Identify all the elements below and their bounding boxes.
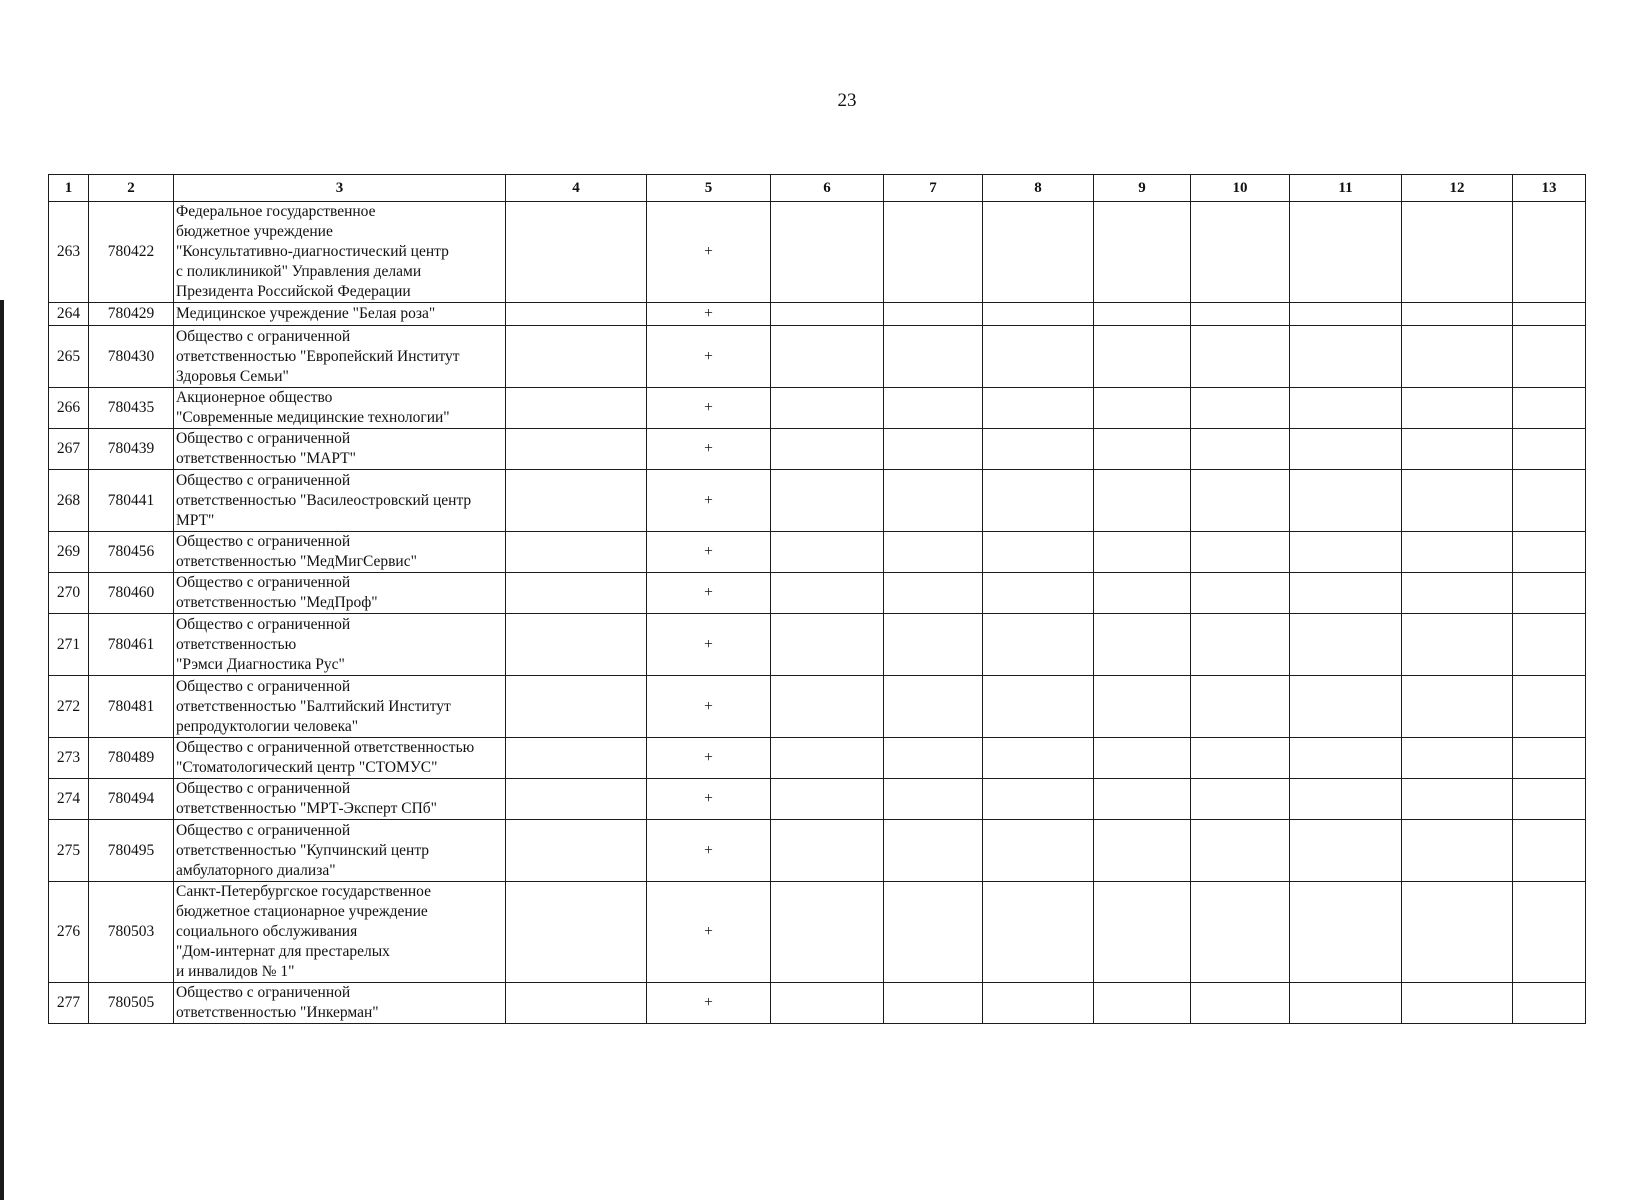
column-header: 3 bbox=[174, 175, 506, 202]
organization-name-line: Федеральное государственное bbox=[176, 203, 376, 220]
registry-code-cell: 780495 bbox=[89, 820, 174, 882]
organization-name-line: Общество с ограниченной bbox=[176, 533, 351, 550]
plus-mark-cell: + bbox=[647, 882, 771, 983]
empty-cell bbox=[1191, 738, 1290, 779]
empty-cell bbox=[506, 303, 647, 326]
plus-mark-cell: + bbox=[647, 470, 771, 532]
empty-cell bbox=[884, 614, 983, 676]
empty-cell bbox=[1513, 303, 1586, 326]
row-number-cell: 275 bbox=[49, 820, 89, 882]
table-row bbox=[49, 470, 1586, 532]
column-header: 9 bbox=[1094, 175, 1191, 202]
column-header: 13 bbox=[1513, 175, 1586, 202]
organization-name-line: ответственностью "МедПроф" bbox=[176, 594, 378, 611]
column-header: 11 bbox=[1290, 175, 1402, 202]
empty-cell bbox=[771, 779, 884, 820]
empty-cell bbox=[1513, 388, 1586, 429]
empty-cell bbox=[1402, 202, 1513, 303]
table-row bbox=[49, 779, 1586, 820]
empty-cell bbox=[506, 388, 647, 429]
row-number-cell: 274 bbox=[49, 779, 89, 820]
organization-name-line: Общество с ограниченной bbox=[176, 780, 351, 797]
empty-cell bbox=[1513, 202, 1586, 303]
organization-name-line: Общество с ограниченной bbox=[176, 430, 351, 447]
empty-cell bbox=[983, 779, 1094, 820]
empty-cell bbox=[771, 614, 884, 676]
empty-cell bbox=[1290, 614, 1402, 676]
empty-cell bbox=[506, 614, 647, 676]
empty-cell bbox=[884, 882, 983, 983]
plus-mark-cell: + bbox=[647, 303, 771, 326]
empty-cell bbox=[1402, 676, 1513, 738]
organization-name-cell bbox=[174, 470, 506, 532]
empty-cell bbox=[1094, 429, 1191, 470]
row-number-cell: 264 bbox=[49, 303, 89, 326]
organization-name-cell bbox=[174, 614, 506, 676]
organization-name-line: с поликлиникой" Управления делами bbox=[176, 263, 422, 280]
empty-cell bbox=[884, 573, 983, 614]
empty-cell bbox=[1191, 429, 1290, 470]
organization-name-line: Общество с ограниченной bbox=[176, 984, 351, 1001]
plus-mark-cell: + bbox=[647, 326, 771, 388]
plus-mark-cell: + bbox=[647, 738, 771, 779]
empty-cell bbox=[506, 326, 647, 388]
organization-name-line: бюджетное стационарное учреждение bbox=[176, 903, 428, 920]
empty-cell bbox=[983, 470, 1094, 532]
empty-cell bbox=[1191, 326, 1290, 388]
column-header: 6 bbox=[771, 175, 884, 202]
organization-name-line: ответственностью "МРТ-Эксперт СПб" bbox=[176, 800, 437, 817]
table-row bbox=[49, 326, 1586, 388]
empty-cell bbox=[1402, 303, 1513, 326]
empty-cell bbox=[1513, 470, 1586, 532]
empty-cell bbox=[771, 429, 884, 470]
organization-name-line: Общество с ограниченной bbox=[176, 821, 351, 839]
table-row bbox=[49, 303, 1586, 326]
empty-cell bbox=[983, 303, 1094, 326]
registry-code-cell: 780503 bbox=[89, 882, 174, 983]
empty-cell bbox=[1290, 202, 1402, 303]
row-number-cell: 271 bbox=[49, 614, 89, 676]
empty-cell bbox=[1513, 820, 1586, 882]
empty-cell bbox=[1094, 983, 1191, 1024]
organization-name-line: бюджетное учреждение bbox=[176, 223, 333, 240]
column-header: 10 bbox=[1191, 175, 1290, 202]
empty-cell bbox=[1094, 738, 1191, 779]
empty-cell bbox=[771, 202, 884, 303]
organization-name-cell bbox=[174, 429, 506, 470]
plus-mark-cell: + bbox=[647, 983, 771, 1024]
empty-cell bbox=[1290, 676, 1402, 738]
row-number-cell: 266 bbox=[49, 388, 89, 429]
empty-cell bbox=[506, 983, 647, 1024]
empty-cell bbox=[1513, 573, 1586, 614]
organization-name-line: ответственностью "Василеостровский центр bbox=[176, 491, 472, 509]
organization-name-cell bbox=[174, 983, 506, 1024]
empty-cell bbox=[771, 326, 884, 388]
empty-cell bbox=[1513, 882, 1586, 983]
table-row bbox=[49, 388, 1586, 429]
empty-cell bbox=[1094, 532, 1191, 573]
empty-cell bbox=[506, 573, 647, 614]
table-body bbox=[49, 202, 1586, 1024]
empty-cell bbox=[771, 676, 884, 738]
empty-cell bbox=[1191, 470, 1290, 532]
empty-cell bbox=[983, 532, 1094, 573]
empty-cell bbox=[1402, 779, 1513, 820]
empty-cell bbox=[1094, 573, 1191, 614]
organization-name-line: амбулаторного диализа" bbox=[176, 861, 336, 879]
page-number: 23 bbox=[837, 90, 857, 111]
organization-name-line: ответственностью "Балтийский Институт bbox=[176, 697, 451, 715]
empty-cell bbox=[1402, 532, 1513, 573]
empty-cell bbox=[1290, 532, 1402, 573]
organization-name-line: социального обслуживания bbox=[176, 923, 358, 940]
empty-cell bbox=[1191, 303, 1290, 326]
empty-cell bbox=[1191, 820, 1290, 882]
organization-name-cell bbox=[174, 820, 506, 882]
organization-name-line: Общество с ограниченной ответственностью bbox=[176, 739, 475, 756]
empty-cell bbox=[1191, 614, 1290, 676]
empty-cell bbox=[983, 983, 1094, 1024]
row-number-cell: 277 bbox=[49, 983, 89, 1024]
organization-name-line: МРТ" bbox=[176, 511, 215, 529]
empty-cell bbox=[884, 532, 983, 573]
organization-name-line: "Дом-интернат для престарелых bbox=[176, 943, 390, 960]
empty-cell bbox=[884, 388, 983, 429]
registry-code-cell: 780429 bbox=[89, 303, 174, 326]
empty-cell bbox=[983, 573, 1094, 614]
empty-cell bbox=[983, 429, 1094, 470]
empty-cell bbox=[1094, 614, 1191, 676]
organization-name-line: Санкт-Петербургское государственное bbox=[176, 883, 431, 900]
empty-cell bbox=[1191, 202, 1290, 303]
empty-cell bbox=[983, 738, 1094, 779]
organization-name-line: "Стоматологический центр "СТОМУС" bbox=[176, 759, 438, 776]
empty-cell bbox=[1094, 820, 1191, 882]
empty-cell bbox=[771, 388, 884, 429]
empty-cell bbox=[506, 820, 647, 882]
registry-code-cell: 780456 bbox=[89, 532, 174, 573]
empty-cell bbox=[884, 983, 983, 1024]
empty-cell bbox=[506, 202, 647, 303]
table-row bbox=[49, 573, 1586, 614]
organization-name-cell bbox=[174, 388, 506, 429]
empty-cell bbox=[1290, 882, 1402, 983]
empty-cell bbox=[1290, 303, 1402, 326]
registry-code-cell: 780505 bbox=[89, 983, 174, 1024]
empty-cell bbox=[1191, 882, 1290, 983]
empty-cell bbox=[1094, 388, 1191, 429]
empty-cell bbox=[1094, 470, 1191, 532]
empty-cell bbox=[506, 429, 647, 470]
organization-name-cell bbox=[174, 326, 506, 388]
organization-name-line: Здоровья Семьи" bbox=[176, 367, 289, 385]
organization-name-cell bbox=[174, 779, 506, 820]
empty-cell bbox=[884, 779, 983, 820]
empty-cell bbox=[1402, 882, 1513, 983]
registry-code-cell: 780422 bbox=[89, 202, 174, 303]
empty-cell bbox=[771, 738, 884, 779]
organization-name-line: Общество с ограниченной bbox=[176, 574, 351, 591]
registry-code-cell: 780481 bbox=[89, 676, 174, 738]
empty-cell bbox=[506, 738, 647, 779]
organization-name-line: ответственностью "Европейский Институт bbox=[176, 347, 460, 365]
empty-cell bbox=[1402, 470, 1513, 532]
organization-name-cell bbox=[174, 532, 506, 573]
plus-mark-cell: + bbox=[647, 573, 771, 614]
organization-name-cell bbox=[174, 738, 506, 779]
empty-cell bbox=[1094, 326, 1191, 388]
organization-name-line: "Современные медицинские технологии" bbox=[176, 409, 450, 426]
empty-cell bbox=[771, 470, 884, 532]
organization-name-line: Общество с ограниченной bbox=[176, 615, 351, 633]
plus-mark-cell: + bbox=[647, 779, 771, 820]
empty-cell bbox=[983, 326, 1094, 388]
empty-cell bbox=[1402, 326, 1513, 388]
table-row bbox=[49, 820, 1586, 882]
empty-cell bbox=[884, 470, 983, 532]
plus-mark-cell: + bbox=[647, 532, 771, 573]
empty-cell bbox=[884, 326, 983, 388]
empty-cell bbox=[983, 202, 1094, 303]
empty-cell bbox=[1191, 532, 1290, 573]
empty-cell bbox=[1513, 326, 1586, 388]
organization-name-line: и инвалидов № 1" bbox=[176, 963, 295, 980]
empty-cell bbox=[1513, 738, 1586, 779]
empty-cell bbox=[771, 983, 884, 1024]
column-header: 12 bbox=[1402, 175, 1513, 202]
empty-cell bbox=[1191, 676, 1290, 738]
table-header-row bbox=[49, 175, 1586, 202]
organization-name-line: ответственностью "Купчинский центр bbox=[176, 841, 430, 859]
empty-cell bbox=[884, 676, 983, 738]
organization-name-line: Общество с ограниченной bbox=[176, 471, 351, 489]
empty-cell bbox=[1290, 573, 1402, 614]
organization-name-line: Акционерное общество bbox=[176, 389, 333, 406]
registry-code-cell: 780439 bbox=[89, 429, 174, 470]
plus-mark-cell: + bbox=[647, 429, 771, 470]
empty-cell bbox=[1191, 983, 1290, 1024]
empty-cell bbox=[983, 676, 1094, 738]
registry-table bbox=[48, 174, 1586, 1024]
empty-cell bbox=[1513, 532, 1586, 573]
empty-cell bbox=[1290, 326, 1402, 388]
empty-cell bbox=[884, 820, 983, 882]
empty-cell bbox=[1513, 429, 1586, 470]
column-header: 5 bbox=[647, 175, 771, 202]
empty-cell bbox=[1402, 738, 1513, 779]
empty-cell bbox=[506, 882, 647, 983]
empty-cell bbox=[1094, 779, 1191, 820]
empty-cell bbox=[1094, 303, 1191, 326]
empty-cell bbox=[884, 738, 983, 779]
organization-name-line: репродуктологии человека" bbox=[176, 717, 359, 735]
empty-cell bbox=[1191, 779, 1290, 820]
organization-name-line: "Консультативно-диагностический центр bbox=[176, 243, 449, 260]
table-row bbox=[49, 614, 1586, 676]
organization-name-line: Президента Российской Федерации bbox=[176, 283, 411, 300]
empty-cell bbox=[1513, 983, 1586, 1024]
registry-code-cell: 780460 bbox=[89, 573, 174, 614]
registry-code-cell: 780461 bbox=[89, 614, 174, 676]
row-number-cell: 263 bbox=[49, 202, 89, 303]
column-header: 1 bbox=[49, 175, 89, 202]
empty-cell bbox=[1513, 614, 1586, 676]
column-header: 8 bbox=[983, 175, 1094, 202]
empty-cell bbox=[884, 303, 983, 326]
empty-cell bbox=[983, 882, 1094, 983]
organization-name-cell bbox=[174, 202, 506, 303]
row-number-cell: 270 bbox=[49, 573, 89, 614]
row-number-cell: 269 bbox=[49, 532, 89, 573]
registry-code-cell: 780494 bbox=[89, 779, 174, 820]
empty-cell bbox=[1513, 676, 1586, 738]
organization-name-line: Общество с ограниченной bbox=[176, 327, 351, 345]
organization-name-line: Общество с ограниченной bbox=[176, 677, 351, 695]
registry-code-cell: 780441 bbox=[89, 470, 174, 532]
table-row bbox=[49, 429, 1586, 470]
organization-name-cell bbox=[174, 676, 506, 738]
plus-mark-cell: + bbox=[647, 388, 771, 429]
plus-mark-cell: + bbox=[647, 614, 771, 676]
empty-cell bbox=[1402, 820, 1513, 882]
organization-name-line: ответственностью "МедМигСервис" bbox=[176, 553, 417, 570]
table-row bbox=[49, 676, 1586, 738]
empty-cell bbox=[983, 820, 1094, 882]
column-header: 2 bbox=[89, 175, 174, 202]
organization-name-line: "Рэмси Диагностика Рус" bbox=[176, 655, 345, 673]
plus-mark-cell: + bbox=[647, 676, 771, 738]
empty-cell bbox=[1094, 882, 1191, 983]
empty-cell bbox=[1402, 429, 1513, 470]
organization-name-cell bbox=[174, 303, 506, 326]
empty-cell bbox=[771, 882, 884, 983]
empty-cell bbox=[1402, 614, 1513, 676]
row-number-cell: 273 bbox=[49, 738, 89, 779]
empty-cell bbox=[1290, 779, 1402, 820]
row-number-cell: 272 bbox=[49, 676, 89, 738]
empty-cell bbox=[1290, 820, 1402, 882]
organization-name-line: ответственностью "Инкерман" bbox=[176, 1004, 379, 1021]
plus-mark-cell: + bbox=[647, 820, 771, 882]
empty-cell bbox=[1094, 676, 1191, 738]
row-number-cell: 267 bbox=[49, 429, 89, 470]
registry-code-cell: 780489 bbox=[89, 738, 174, 779]
empty-cell bbox=[884, 429, 983, 470]
empty-cell bbox=[1191, 573, 1290, 614]
empty-cell bbox=[1191, 388, 1290, 429]
table-row bbox=[49, 738, 1586, 779]
empty-cell bbox=[1402, 983, 1513, 1024]
empty-cell bbox=[771, 532, 884, 573]
empty-cell bbox=[1290, 738, 1402, 779]
empty-cell bbox=[1290, 388, 1402, 429]
empty-cell bbox=[1290, 470, 1402, 532]
registry-code-cell: 780430 bbox=[89, 326, 174, 388]
empty-cell bbox=[1094, 202, 1191, 303]
empty-cell bbox=[771, 820, 884, 882]
scan-edge-shadow bbox=[0, 300, 4, 1200]
empty-cell bbox=[506, 470, 647, 532]
empty-cell bbox=[983, 614, 1094, 676]
empty-cell bbox=[1290, 429, 1402, 470]
table-row bbox=[49, 532, 1586, 573]
empty-cell bbox=[771, 303, 884, 326]
organization-name-line: ответственностью "МАРТ" bbox=[176, 450, 356, 467]
empty-cell bbox=[506, 779, 647, 820]
table-row bbox=[49, 882, 1586, 983]
organization-name-line: ответственностью bbox=[176, 635, 297, 653]
table-row bbox=[49, 202, 1586, 303]
empty-cell bbox=[1513, 779, 1586, 820]
empty-cell bbox=[1402, 573, 1513, 614]
row-number-cell: 265 bbox=[49, 326, 89, 388]
empty-cell bbox=[1402, 388, 1513, 429]
organization-name-cell bbox=[174, 882, 506, 983]
empty-cell bbox=[506, 532, 647, 573]
empty-cell bbox=[884, 202, 983, 303]
column-header: 4 bbox=[506, 175, 647, 202]
column-header: 7 bbox=[884, 175, 983, 202]
table-row bbox=[49, 983, 1586, 1024]
empty-cell bbox=[1290, 983, 1402, 1024]
empty-cell bbox=[983, 388, 1094, 429]
row-number-cell: 276 bbox=[49, 882, 89, 983]
row-number-cell: 268 bbox=[49, 470, 89, 532]
plus-mark-cell: + bbox=[647, 202, 771, 303]
empty-cell bbox=[771, 573, 884, 614]
registry-code-cell: 780435 bbox=[89, 388, 174, 429]
organization-name-cell bbox=[174, 573, 506, 614]
empty-cell bbox=[506, 676, 647, 738]
organization-name-line: Медицинское учреждение "Белая роза" bbox=[176, 305, 436, 322]
